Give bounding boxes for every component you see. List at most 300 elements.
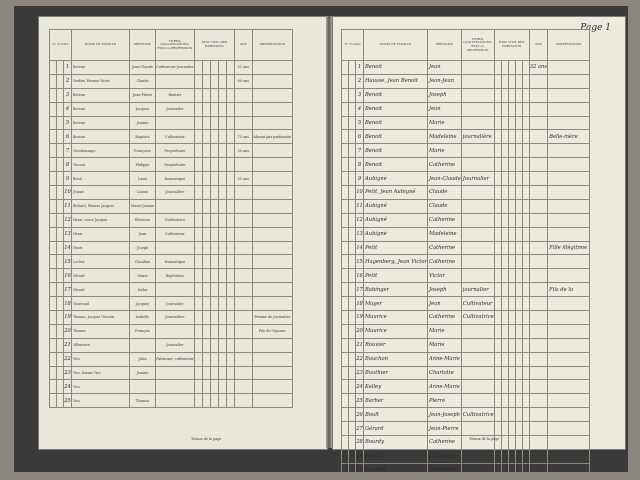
table-row	[342, 436, 590, 450]
row-number: 16	[64, 269, 72, 283]
right-census-table	[341, 29, 590, 478]
row-number: 8	[64, 158, 72, 172]
row-civil-2	[501, 269, 508, 283]
row-civil-2	[202, 74, 210, 88]
row-firstname: Jean-Joseph	[427, 408, 461, 422]
row-firstname: Jean-Pierre	[130, 88, 156, 102]
row-age	[529, 88, 547, 102]
row-household	[57, 74, 64, 88]
row-civil-2	[202, 366, 210, 380]
row-civil-1	[194, 255, 202, 269]
row-observations	[252, 116, 292, 130]
table-row	[50, 324, 293, 338]
row-profession: Journalier	[156, 297, 195, 311]
row-civil-2	[501, 422, 508, 436]
row-civil-5	[522, 352, 529, 366]
row-age	[529, 158, 547, 172]
row-civil-5	[226, 130, 234, 144]
row-civil-4	[515, 172, 522, 186]
row-profession	[461, 380, 494, 394]
row-age	[234, 88, 252, 102]
row-observations	[252, 102, 292, 116]
table-row	[342, 338, 590, 352]
row-civil-2	[202, 338, 210, 352]
row-firstname: Madeleine	[427, 130, 461, 144]
row-civil-1	[194, 394, 202, 408]
row-profession: journalière	[461, 130, 494, 144]
row-firstname: Jean	[427, 61, 461, 75]
header-order: N° d'ordre	[50, 30, 72, 61]
table-row	[342, 311, 590, 325]
row-civil-5	[226, 199, 234, 213]
row-number: 21	[356, 338, 364, 352]
row-profession: Cultivateur	[156, 227, 195, 241]
row-number: 7	[356, 144, 364, 158]
row-civil-3	[210, 366, 218, 380]
row-firstname: Françoise	[130, 144, 156, 158]
table-row	[50, 394, 293, 408]
row-age	[529, 269, 547, 283]
row-profession: Rentier	[156, 88, 195, 102]
row-civil-4	[218, 158, 226, 172]
row-civil-3	[508, 449, 515, 463]
row-household	[349, 463, 356, 477]
row-civil-5	[522, 61, 529, 75]
row-civil-4	[515, 186, 522, 200]
row-civil-5	[522, 338, 529, 352]
row-civil-1	[194, 213, 202, 227]
table-row	[50, 241, 293, 255]
row-civil-1	[194, 269, 202, 283]
row-household	[57, 227, 64, 241]
row-civil-3	[508, 297, 515, 311]
row-household	[57, 352, 64, 366]
row-household	[349, 130, 356, 144]
row-profession: Journalier	[156, 338, 195, 352]
row-household	[349, 380, 356, 394]
row-profession	[461, 158, 494, 172]
row-age	[234, 116, 252, 130]
row-observations	[548, 352, 590, 366]
row-firstname: Marie	[427, 324, 461, 338]
left-page-footer: Totaux de la page	[191, 437, 222, 441]
row-age	[234, 255, 252, 269]
row-civil-3	[508, 311, 515, 325]
row-surname: Thomas	[72, 324, 130, 338]
row-household	[349, 311, 356, 325]
row-observations	[252, 366, 292, 380]
row-profession: Cultivateur-Journalier	[156, 61, 195, 75]
row-civil-5	[226, 338, 234, 352]
row-civil-4	[515, 116, 522, 130]
row-surname: Henri	[72, 227, 130, 241]
row-house	[342, 380, 349, 394]
row-profession	[461, 338, 494, 352]
row-civil-3	[508, 324, 515, 338]
table-row	[50, 297, 293, 311]
row-civil-1	[494, 380, 501, 394]
row-household	[349, 144, 356, 158]
row-civil-4	[218, 227, 226, 241]
row-civil-2	[202, 186, 210, 200]
row-civil-4	[218, 199, 226, 213]
row-number: 23	[64, 366, 72, 380]
row-civil-5	[522, 241, 529, 255]
row-profession	[461, 186, 494, 200]
row-household	[349, 88, 356, 102]
row-observations	[252, 144, 292, 158]
row-civil-3	[210, 144, 218, 158]
row-house	[342, 61, 349, 75]
row-profession	[156, 380, 195, 394]
row-observations	[252, 227, 292, 241]
row-civil-3	[210, 102, 218, 116]
row-civil-1	[494, 352, 501, 366]
row-number: 16	[356, 269, 364, 283]
row-observations	[252, 394, 292, 408]
row-firstname: Marie-Jeanne	[130, 199, 156, 213]
row-civil-1	[194, 130, 202, 144]
left-census-table	[49, 29, 293, 408]
row-household	[349, 102, 356, 116]
row-civil-1	[494, 116, 501, 130]
row-number: 5	[356, 116, 364, 130]
row-firstname: Catherine	[427, 449, 461, 463]
row-civil-1	[194, 158, 202, 172]
row-civil-2	[202, 394, 210, 408]
row-civil-5	[522, 102, 529, 116]
row-age	[529, 74, 547, 88]
row-house	[50, 186, 57, 200]
row-observations	[252, 61, 292, 75]
row-age	[234, 102, 252, 116]
row-number: 9	[356, 172, 364, 186]
row-house	[342, 241, 349, 255]
row-profession	[461, 366, 494, 380]
row-civil-4	[218, 380, 226, 394]
row-firstname: Madeleine	[427, 227, 461, 241]
row-civil-5	[522, 422, 529, 436]
row-profession	[461, 422, 494, 436]
row-civil-3	[210, 283, 218, 297]
row-firstname: Claude	[130, 74, 156, 88]
row-civil-4	[515, 102, 522, 116]
row-civil-1	[494, 366, 501, 380]
row-surname: Bovisse	[72, 116, 130, 130]
row-civil-2	[501, 88, 508, 102]
row-household	[349, 422, 356, 436]
row-household	[349, 241, 356, 255]
row-surname: Benoit	[364, 144, 428, 158]
row-civil-1	[194, 241, 202, 255]
row-house	[342, 366, 349, 380]
row-observations	[548, 227, 590, 241]
row-number: 5	[64, 116, 72, 130]
row-civil-2	[501, 449, 508, 463]
row-number: 20	[356, 324, 364, 338]
row-civil-5	[226, 324, 234, 338]
row-civil-1	[194, 74, 202, 88]
table-row	[342, 449, 590, 463]
row-civil-1	[194, 172, 202, 186]
row-number: 15	[64, 255, 72, 269]
row-civil-1	[494, 227, 501, 241]
row-house	[342, 297, 349, 311]
row-civil-2	[202, 324, 210, 338]
row-profession: Propriétaire	[156, 158, 195, 172]
row-civil-3	[210, 227, 218, 241]
row-civil-2	[202, 255, 210, 269]
row-civil-2	[202, 380, 210, 394]
row-observations	[252, 241, 292, 255]
row-civil-5	[522, 324, 529, 338]
row-civil-1	[494, 241, 501, 255]
row-household	[349, 283, 356, 297]
row-observations	[252, 380, 292, 394]
row-civil-1	[194, 144, 202, 158]
row-surname: Tisserand	[72, 297, 130, 311]
row-house	[342, 227, 349, 241]
row-profession	[461, 394, 494, 408]
row-civil-1	[494, 213, 501, 227]
row-civil-5	[226, 102, 234, 116]
row-civil-2	[501, 186, 508, 200]
row-civil-5	[522, 449, 529, 463]
row-profession: Cultivateur	[156, 130, 195, 144]
row-surname: Maurice	[364, 311, 428, 325]
row-civil-5	[226, 283, 234, 297]
row-observations	[548, 144, 590, 158]
row-civil-2	[202, 297, 210, 311]
row-house	[342, 394, 349, 408]
row-civil-2	[202, 102, 210, 116]
row-age	[234, 380, 252, 394]
row-household	[57, 394, 64, 408]
row-firstname: Jean-Claude	[427, 172, 461, 186]
row-house	[50, 241, 57, 255]
row-surname: Aubigné	[364, 213, 428, 227]
row-civil-1	[494, 449, 501, 463]
table-row	[50, 380, 293, 394]
row-civil-5	[522, 297, 529, 311]
row-observations	[252, 269, 292, 283]
row-civil-4	[218, 172, 226, 186]
row-civil-3	[210, 255, 218, 269]
row-profession	[461, 241, 494, 255]
row-surname: Thomas, Jacques Victorin	[72, 311, 130, 325]
row-age	[529, 186, 547, 200]
row-civil-5	[522, 255, 529, 269]
right-header-row	[342, 30, 590, 61]
row-observations	[252, 88, 292, 102]
row-surname: Petit	[364, 269, 428, 283]
row-civil-3	[508, 241, 515, 255]
table-row	[342, 408, 590, 422]
row-house	[342, 116, 349, 130]
row-civil-2	[501, 241, 508, 255]
table-row	[50, 61, 293, 75]
table-row	[342, 422, 590, 436]
table-row	[50, 255, 293, 269]
row-house	[342, 311, 349, 325]
row-firstname: Jeanne	[130, 366, 156, 380]
left-header-row	[50, 30, 293, 61]
row-house	[50, 324, 57, 338]
row-civil-3	[508, 213, 515, 227]
row-firstname: Claudine	[130, 255, 156, 269]
row-civil-3	[508, 255, 515, 269]
row-civil-1	[494, 61, 501, 75]
row-profession	[156, 74, 195, 88]
row-civil-5	[522, 283, 529, 297]
row-civil-4	[515, 449, 522, 463]
row-civil-1	[494, 311, 501, 325]
row-civil-1	[494, 394, 501, 408]
row-observations: Belle-mère	[548, 130, 590, 144]
row-civil-2	[202, 130, 210, 144]
row-civil-3	[508, 61, 515, 75]
table-row	[342, 241, 590, 255]
row-profession	[461, 213, 494, 227]
row-profession	[461, 449, 494, 463]
row-surname: Babinger	[364, 283, 428, 297]
row-civil-3	[210, 88, 218, 102]
row-household	[57, 255, 64, 269]
row-observations	[548, 74, 590, 88]
row-civil-3	[210, 352, 218, 366]
row-civil-2	[501, 61, 508, 75]
row-house	[50, 297, 57, 311]
row-house	[50, 338, 57, 352]
row-civil-5	[226, 88, 234, 102]
row-civil-1	[494, 144, 501, 158]
row-surname: Henri	[72, 241, 130, 255]
row-number: 18	[356, 297, 364, 311]
table-row	[50, 172, 293, 186]
row-civil-3	[210, 311, 218, 325]
row-civil-1	[194, 102, 202, 116]
row-house	[50, 283, 57, 297]
row-civil-1	[494, 297, 501, 311]
row-civil-2	[202, 213, 210, 227]
row-civil-5	[522, 366, 529, 380]
table-row	[342, 213, 590, 227]
row-number: 24	[356, 380, 364, 394]
row-age	[234, 352, 252, 366]
row-age	[234, 338, 252, 352]
row-observations	[252, 255, 292, 269]
row-civil-5	[522, 311, 529, 325]
row-profession: Domestique	[156, 172, 195, 186]
row-surname: Gérard	[364, 422, 428, 436]
row-household	[349, 408, 356, 422]
table-row	[342, 380, 590, 394]
row-civil-2	[202, 61, 210, 75]
row-household	[349, 213, 356, 227]
row-civil-5	[226, 227, 234, 241]
row-civil-2	[202, 241, 210, 255]
row-house	[342, 88, 349, 102]
row-profession: Cultivatrice	[461, 311, 494, 325]
row-house	[342, 436, 349, 450]
row-house	[50, 74, 57, 88]
header-surname: NOMS DE FAMILLE	[72, 30, 130, 61]
row-number: 20	[64, 324, 72, 338]
row-firstname: Charlotte	[427, 366, 461, 380]
row-observations	[548, 61, 590, 75]
row-profession: Cultivatrice	[156, 213, 195, 227]
row-surname: Vincent	[72, 158, 130, 172]
left-page	[38, 16, 328, 450]
row-civil-3	[210, 394, 218, 408]
row-civil-4	[218, 324, 226, 338]
row-civil-5	[522, 394, 529, 408]
row-number: 3	[356, 88, 364, 102]
row-observations	[252, 158, 292, 172]
row-age	[529, 436, 547, 450]
row-household	[57, 241, 64, 255]
row-civil-1	[494, 74, 501, 88]
row-age	[234, 241, 252, 255]
header-observations: OBSERVATIONS	[548, 30, 590, 61]
row-age: 35 ans	[234, 172, 252, 186]
row-surname: Benoit	[364, 102, 428, 116]
row-civil-3	[210, 158, 218, 172]
row-civil-2	[501, 338, 508, 352]
row-number: 12	[64, 213, 72, 227]
row-firstname: Marie	[427, 144, 461, 158]
row-firstname: Joseph	[427, 283, 461, 297]
row-household	[57, 380, 64, 394]
row-civil-5	[226, 269, 234, 283]
row-firstname: François	[130, 324, 156, 338]
row-number: 14	[64, 241, 72, 255]
row-civil-5	[226, 255, 234, 269]
row-civil-5	[522, 74, 529, 88]
row-age	[234, 158, 252, 172]
row-civil-5	[226, 366, 234, 380]
row-number: 23	[356, 366, 364, 380]
row-profession: Journalière	[156, 186, 195, 200]
row-profession	[461, 116, 494, 130]
row-civil-4	[515, 213, 522, 227]
row-age	[529, 199, 547, 213]
row-civil-3	[508, 380, 515, 394]
row-civil-1	[194, 116, 202, 130]
row-surname: Verdier, Etienne Victor	[72, 74, 130, 88]
row-number: 11	[356, 199, 364, 213]
row-civil-3	[508, 394, 515, 408]
row-civil-3	[508, 144, 515, 158]
row-civil-4	[218, 213, 226, 227]
row-civil-5	[522, 227, 529, 241]
right-page	[332, 16, 626, 474]
table-row	[50, 74, 293, 88]
row-firstname	[130, 338, 156, 352]
row-household	[57, 297, 64, 311]
row-surname: Vivs	[72, 380, 130, 394]
row-household	[349, 116, 356, 130]
row-household	[57, 283, 64, 297]
row-civil-4	[515, 352, 522, 366]
row-civil-5	[522, 144, 529, 158]
row-civil-1	[494, 338, 501, 352]
row-civil-2	[501, 255, 508, 269]
row-household	[57, 366, 64, 380]
row-number: 11	[64, 199, 72, 213]
row-number: 8	[356, 158, 364, 172]
row-household	[57, 338, 64, 352]
